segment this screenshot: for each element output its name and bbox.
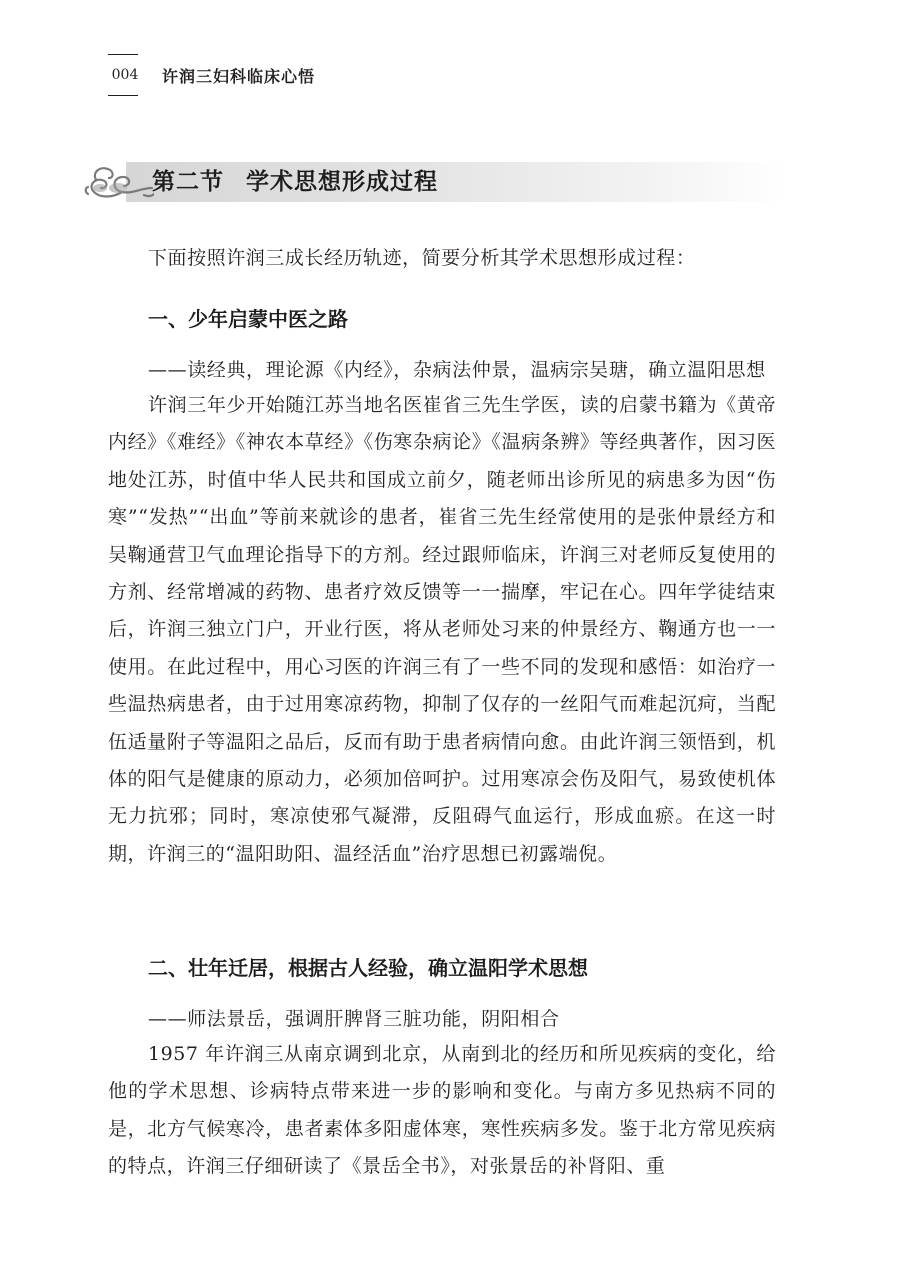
part2-subtitle: ——师法景岳，强调肝脾肾三脏功能，阴阳相合 [148, 1008, 560, 1030]
running-header [108, 62, 315, 88]
part1-body: 许润三年少开始随江苏当地名医崔省三先生学医，读的启蒙书籍为《黄帝内经》《难经》《神农本草经》《伤寒杂病论》《温病条辨》等经典著作，因习医地处江苏，时值中华人民共和国成立前夕，随老师出诊所见的病患多为因“伤寒”“发热”“出血”等前来就诊的患者，崔省三先生经常使用的是张仲景经方和吴鞠通营卫气血理论指导下的方剂。经过跟师临床，许润三对老师反复使用的方剂、经常增减的药物、患者疗效反馈等一一揣摩，牢记在心。四年学徒结束后，许润三独立门户，开业行医，将从老师处习来的仲景经方、鞠通方也一一使用。在此过程中，用心习医的许润三有了一些不同的发现和感悟：如治疗一些温热病患者，由于过用寒凉药物，抑制了仅存的一丝阳气而难起沉疴，当配伍适量附子等温阳之品后，反而有助于患者病情向愈。由此许润三领悟到，机体的阳气是健康的原动力，必须加倍呵护。过用寒凉会伤及阳气，易致使机体无力抗邪；同时，寒凉使邪气凝滞，反阻碍气血运行，形成血瘀。在这一时期，许润三的“温阳助阳、温经活血”治疗思想已初露端倪。 [108, 394, 776, 865]
part1-heading: 一、少年启蒙中医之路 [148, 307, 348, 331]
part2-body: 1957 年许润三从南京调到北京，从南到北的经历和所见疾病的变化，给他的学术思想、诊病特点带来进一步的影响和变化。与南方多见热病不同的是，北方气候寒冷，患者素体多阳虚体寒，寒性疾病多发。鉴于北方常见疾病的特点，许润三仔细研读了《景岳全书》，对张景岳的补肾阳、重 [108, 1043, 776, 1178]
section-number: 第二节 [152, 169, 224, 195]
page-number: 004 [108, 62, 142, 88]
section-title [152, 164, 438, 200]
cloud-ornament-icon [82, 158, 154, 204]
book-title: 许润三妇科临床心悟 [162, 66, 316, 86]
part1-subtitle: ——读经典，理论源《内经》，杂病法仲景，温病宗吴瑭，确立温阳思想 [148, 359, 766, 381]
part2-heading: 二、壮年迁居，根据古人经验，确立温阳学术思想 [148, 956, 588, 980]
intro-paragraph: 下面按照许润三成长经历轨迹，简要分析其学术思想形成过程： [148, 247, 696, 269]
section-name: 学术思想形成过程 [246, 169, 438, 195]
section-title-band [82, 158, 782, 204]
